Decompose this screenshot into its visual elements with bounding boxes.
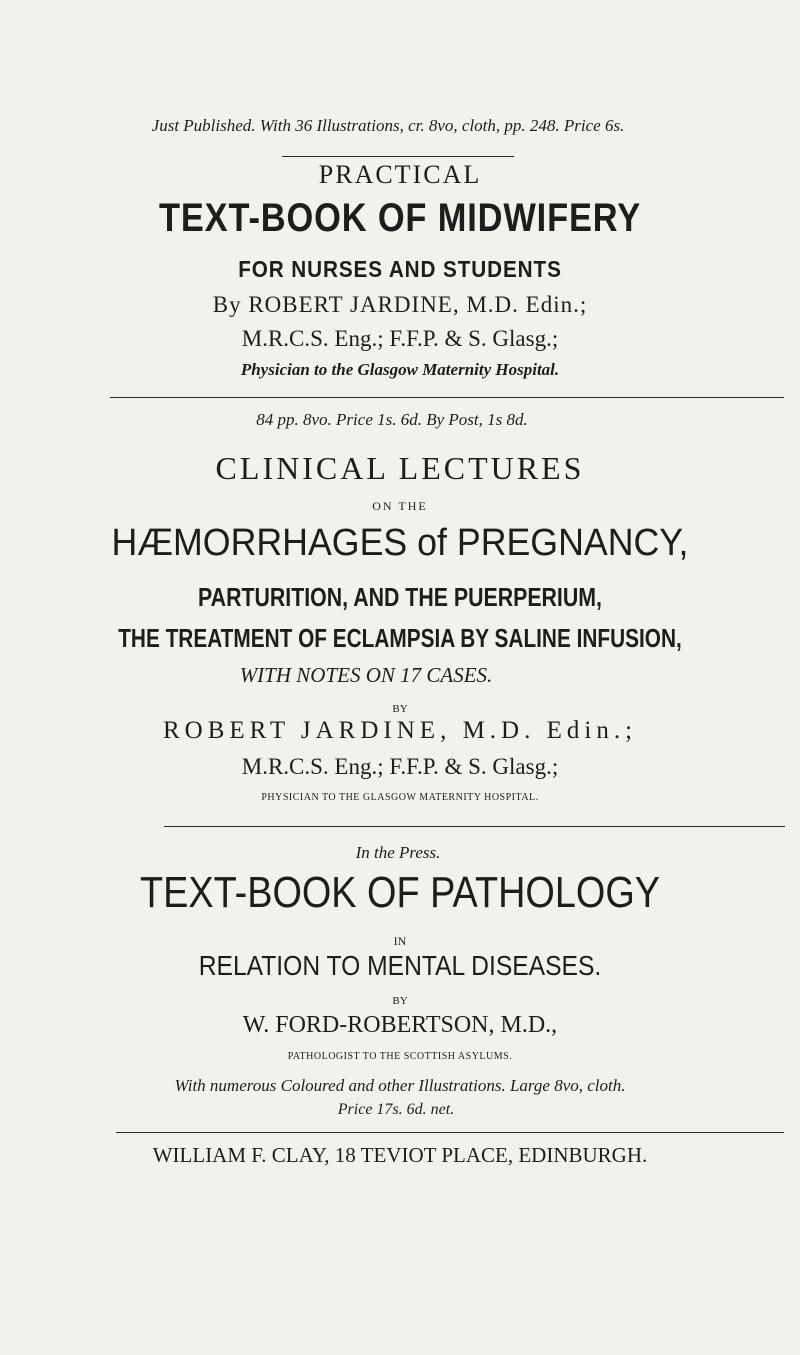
book3-details-2: Price 17s. 6d. net. (337, 1101, 455, 1118)
book1-header: Just Published. With 36 Illustrations, cr. 8vo, cloth, pp. 248. Price 6s. (151, 116, 625, 135)
book3-in: IN (393, 934, 407, 948)
book1-author-line2: M.R.C.S. Eng.; F.F.P. & S. Glasg.; (241, 326, 559, 351)
book2-title: HÆMORRHAGES of PREGNANCY, (111, 522, 689, 564)
book1-author-line1: By ROBERT JARDINE, M.D. Edin.; (212, 292, 588, 317)
book3-status: In the Press. (355, 843, 441, 862)
book2-by: BY (392, 703, 408, 715)
book3-details-1: With numerous Coloured and other Illustrations. Large 8vo, cloth. (174, 1076, 626, 1095)
book1-header-overline (282, 156, 514, 157)
divider-3 (116, 1132, 784, 1133)
book2-author-role: PHYSICIAN TO THE GLASGOW MATERNITY HOSPITAL. (261, 792, 539, 803)
divider-2 (164, 826, 785, 827)
book2-notes: WITH NOTES ON 17 CASES. (239, 663, 493, 687)
publisher-footer: WILLIAM F. CLAY, 18 TEVIOT PLACE, EDINBURGH. (152, 1143, 648, 1167)
book2-parturition: PARTURITION, AND THE PUERPERIUM, (198, 582, 602, 612)
book3-author: W. FORD-ROBERTSON, M.D., (242, 1012, 558, 1038)
divider-1 (110, 397, 784, 398)
book3-author-role: PATHOLOGIST TO THE SCOTTISH ASYLUMS. (287, 1051, 513, 1062)
book1-subtitle: FOR NURSES AND STUDENTS (238, 256, 562, 282)
book3-subtitle: RELATION TO MENTAL DISEASES. (198, 950, 602, 981)
book2-title-top: CLINICAL LECTURES (215, 450, 585, 486)
book1-author-role: Physician to the Glasgow Maternity Hospital. (240, 360, 560, 379)
book3-title: TEXT-BOOK OF PATHOLOGY (139, 868, 661, 917)
book2-author-line2: M.R.C.S. Eng.; F.F.P. & S. Glasg.; (241, 754, 559, 779)
book1-title-top: PRACTICAL (318, 160, 482, 189)
book2-header: 84 pp. 8vo. Price 1s. 6d. By Post, 1s 8d. (256, 410, 528, 429)
book2-author-line1: ROBERT JARDINE, M.D. Edin.; (162, 717, 638, 744)
book3-by: BY (392, 995, 408, 1007)
book2-treatment: THE TREATMENT OF ECLAMPSIA BY SALINE INFUSION, (118, 623, 682, 653)
book2-on-the: ON THE (372, 499, 428, 513)
book1-title: TEXT-BOOK OF MIDWIFERY (158, 196, 642, 240)
